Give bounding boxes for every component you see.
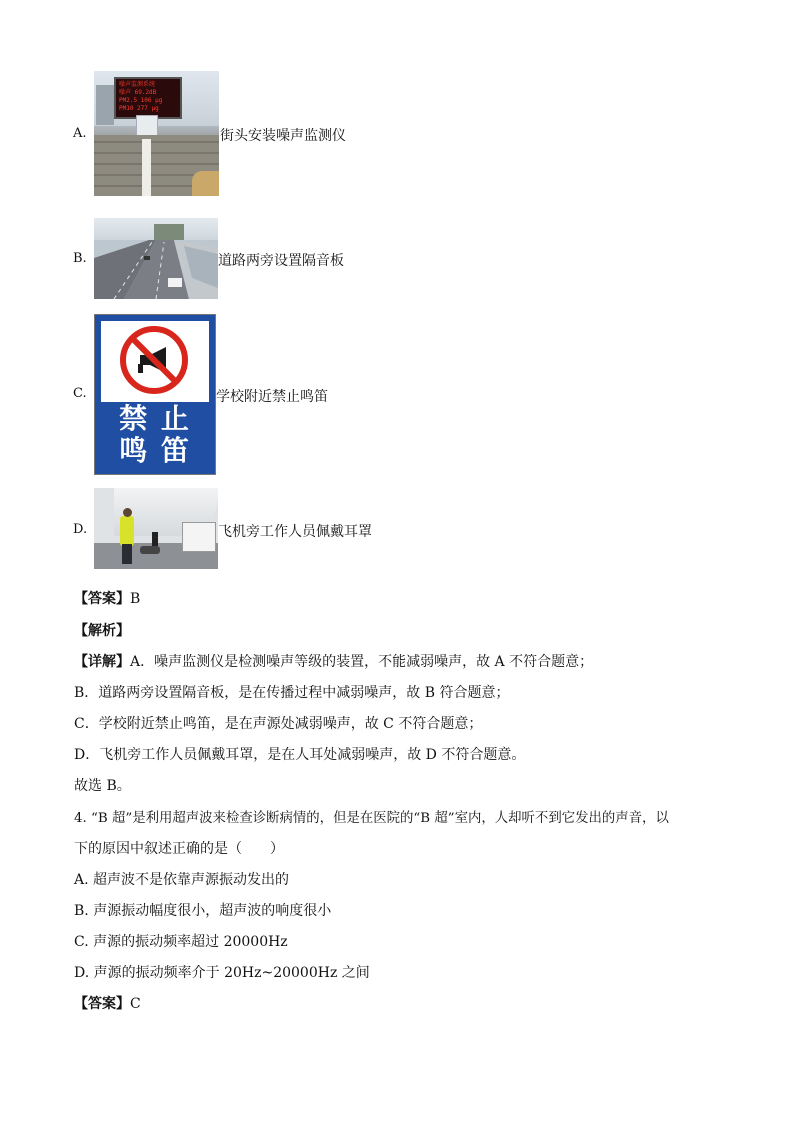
led-display: [114, 77, 182, 119]
conclusion-line: 故选 B。: [74, 778, 131, 794]
option-c-letter: C.: [73, 386, 87, 401]
detail-tag: 【详解】: [74, 654, 130, 670]
option-c-caption: 学校附近禁止鸣笛: [216, 389, 328, 405]
q4-choice-d: D. 声源的振动频率介于 20Hz~20000Hz 之间: [74, 965, 370, 981]
q4-answer-line: [74, 993, 141, 1013]
led-line: PM2.5 106 μg: [119, 97, 163, 104]
led-line: PM10 277 μg: [119, 105, 159, 112]
led-line: 噪声 69.2dB: [119, 89, 157, 96]
q4-answer-value: C: [130, 996, 141, 1012]
q4-answer-tag: 【答案】: [74, 996, 130, 1012]
road-barrier-photo: [94, 218, 218, 299]
option-b-caption: 道路两旁设置隔音板: [218, 253, 344, 269]
detail-line-1: [74, 651, 593, 671]
detail-line-3: C．学校附近禁止鸣笛，是在声源处减弱噪声，故 C 不符合题意；: [74, 716, 483, 732]
q4-choice-c: C. 声源的振动频率超过 20000Hz: [74, 934, 288, 950]
airport-worker-photo: [94, 488, 218, 569]
detail-line-2: B．道路两旁设置隔音板，是在传播过程中减弱噪声，故 B 符合题意；: [74, 685, 510, 701]
no-honking-sign: [94, 314, 216, 475]
q4-choice-a: A. 超声波不是依靠声源振动发出的: [74, 872, 290, 888]
led-line: 噪声监测系统: [119, 81, 156, 88]
q4-stem-line-2: 下的原因中叙述正确的是（ ）: [74, 841, 284, 857]
option-a-caption: 街头安装噪声监测仪: [220, 128, 346, 144]
detail-text-a: A．噪声监测仪是检测噪声等级的装置，不能减弱噪声，故 A 不符合题意；: [130, 654, 594, 670]
sign-text-bottom: 鸣 笛: [119, 434, 191, 467]
detail-line-4: D．飞机旁工作人员佩戴耳罩，是在人耳处减弱噪声，故 D 不符合题意。: [74, 747, 526, 763]
answer-line: [74, 588, 140, 608]
q4-choice-b: B. 声源振动幅度很小，超声波的响度很小: [74, 903, 332, 919]
q4-stem-line-1: 4. “B 超”是利用超声波来检查诊断病情的，但是在医院的“B 超”室内，人却听不到它发出的声音，以: [74, 811, 669, 826]
sign-text-top: 禁 止: [119, 402, 191, 435]
option-d-letter: D.: [73, 522, 88, 537]
answer-tag: 【答案】: [74, 591, 130, 607]
noise-monitor-photo: [94, 71, 219, 196]
option-d-caption: 飞机旁工作人员佩戴耳罩: [218, 524, 372, 540]
analysis-tag: 【解析】: [74, 623, 130, 639]
option-b-letter: B.: [73, 251, 87, 266]
option-a-letter: A.: [73, 126, 87, 141]
answer-value: B: [130, 591, 141, 607]
horn-prohibited-icon: [118, 324, 190, 396]
